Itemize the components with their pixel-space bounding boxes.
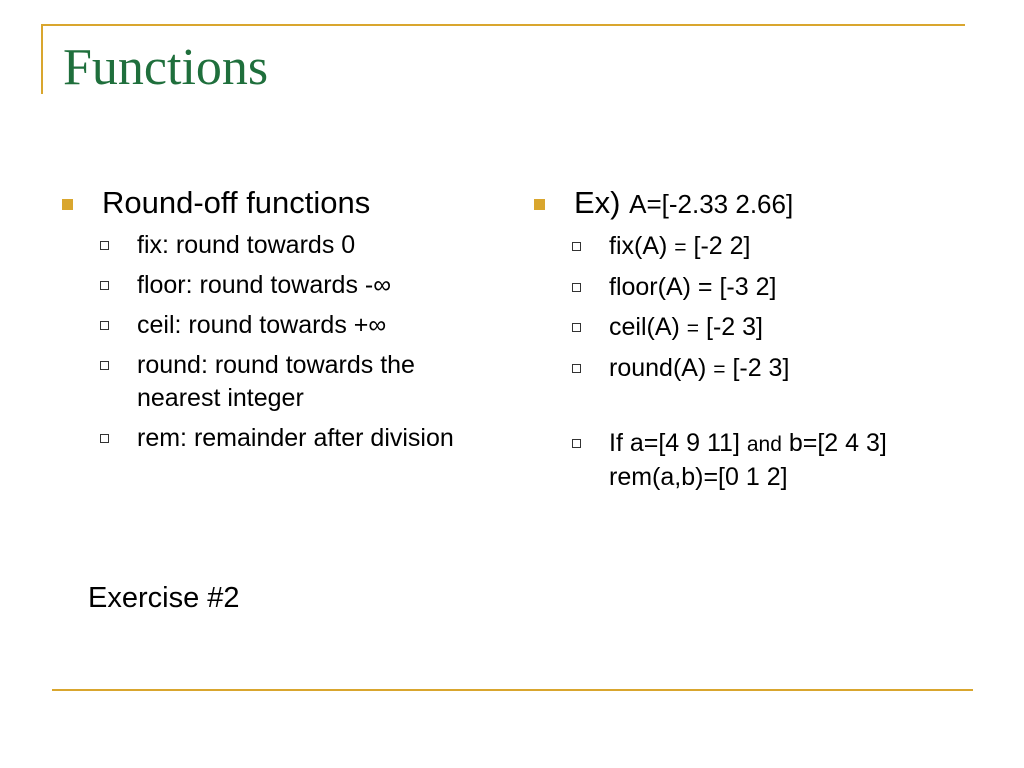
list-item-round: round: round towards the nearest integer: [62, 349, 502, 415]
hollow-square-bullet-icon: [100, 241, 109, 250]
title-frame-left-line: [41, 24, 43, 94]
list-item-rem: rem: remainder after division: [62, 422, 502, 455]
list-item-fix: fix: round towards 0: [62, 229, 502, 262]
list-spacer: [534, 386, 1004, 420]
rem-result: rem(a,b)=[0 1 2]: [609, 463, 788, 491]
hollow-square-bullet-icon: [572, 242, 581, 251]
hollow-square-bullet-icon: [100, 321, 109, 330]
list-item-rem-example: If a=[4 9 11] and b=[2 4 3] rem(a,b)=[0 1 2]: [534, 427, 1004, 494]
bullet-round-off-functions: [62, 184, 502, 222]
bottom-divider: [52, 689, 973, 691]
list-item-ceil: ceil: round towards +∞: [62, 309, 502, 342]
title-frame-top-line: [41, 24, 965, 26]
left-column: [62, 184, 502, 455]
hollow-square-bullet-icon: [572, 283, 581, 292]
square-bullet-icon: [62, 199, 73, 210]
hollow-square-bullet-icon: [100, 434, 109, 443]
exercise-label: Exercise #2: [88, 582, 240, 614]
example-array: A=[-2.33 2.66]: [629, 189, 794, 219]
list-item-floor-result: floor(A) = [-3 2]: [534, 271, 1004, 304]
hollow-square-bullet-icon: [572, 364, 581, 373]
square-bullet-icon: [534, 199, 545, 210]
hollow-square-bullet-icon: [572, 323, 581, 332]
example-lead: Ex): [574, 185, 621, 220]
bullet-example: [534, 184, 1004, 223]
hollow-square-bullet-icon: [572, 439, 581, 448]
right-column: [534, 184, 1004, 494]
hollow-square-bullet-icon: [100, 281, 109, 290]
left-heading: Round-off functions: [102, 185, 371, 220]
list-item-floor: floor: round towards -∞: [62, 269, 502, 302]
list-item-fix-result: fix(A) = [-2 2]: [534, 230, 1004, 264]
list-item-round-result: round(A) = [-2 3]: [534, 352, 1004, 386]
hollow-square-bullet-icon: [100, 361, 109, 370]
list-item-ceil-result: ceil(A) = [-2 3]: [534, 311, 1004, 345]
slide-title: Functions: [63, 39, 269, 96]
